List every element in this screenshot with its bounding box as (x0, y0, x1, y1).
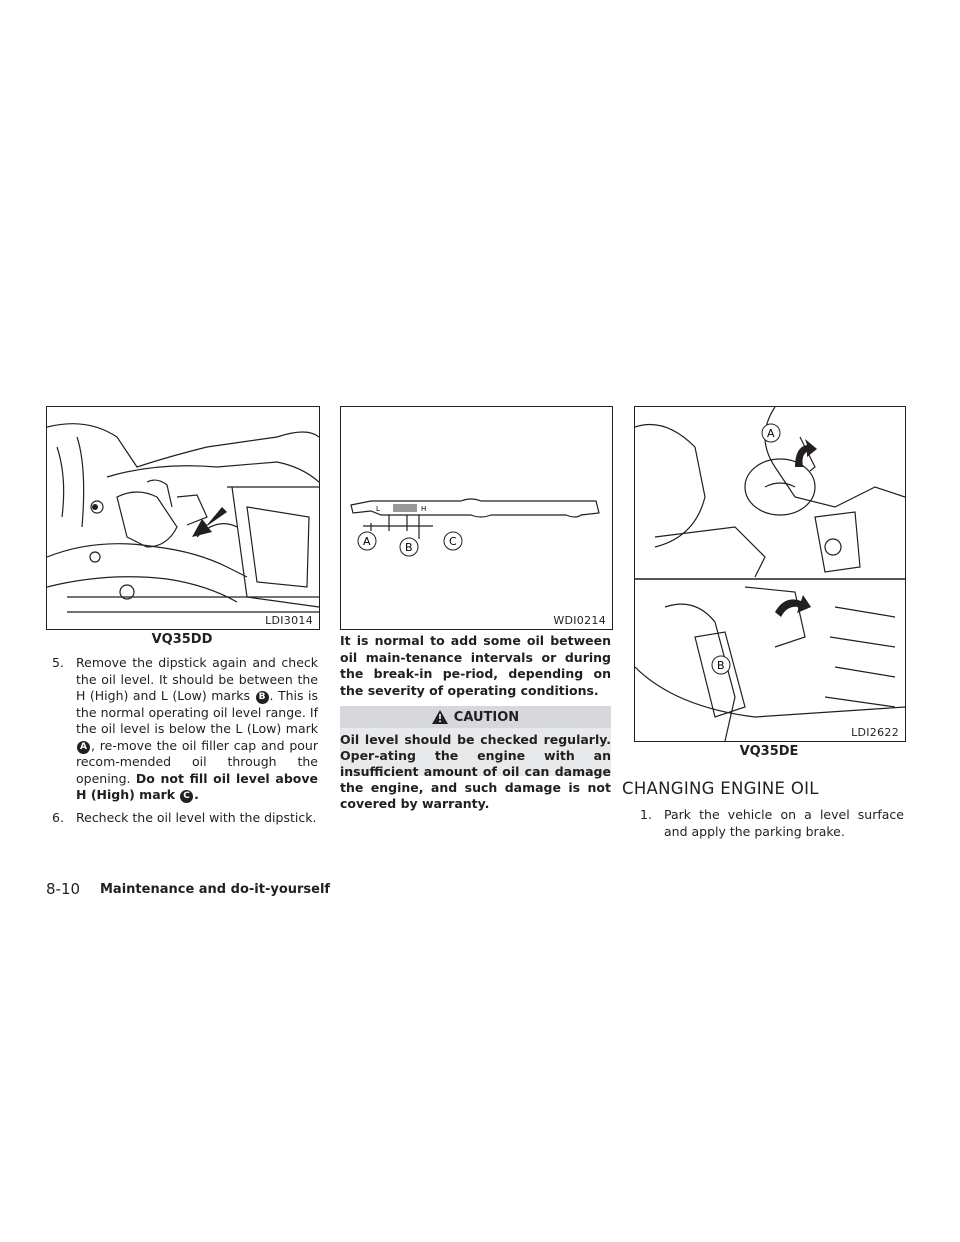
caution-title: CAUTION (453, 709, 520, 725)
chapter-title: Maintenance and do-it-yourself (100, 882, 331, 897)
step-number: 5. (52, 655, 64, 670)
figure-dipstick-marks (340, 406, 613, 630)
section-title: CHANGING ENGINE OIL (622, 779, 819, 798)
rotate-arrow-icon (795, 439, 817, 467)
engine-illustration (47, 407, 319, 629)
step-5: 5. Remove the dipstick again and check the oil level. It should be between the H (High) and L (Low) marks B . This is the normal operating oil level range. If the oil level is below the L (Low) mark A , re-move the oil filler cap and pour recom-mended oil through the opening. Do not fill oil level above H (High) mark C . (52, 655, 319, 802)
label-c-icon (444, 532, 462, 550)
figure-code: WDI0214 (553, 614, 606, 627)
svg-text:L: L (376, 505, 380, 513)
left-column (46, 655, 318, 832)
rotate-arrow-icon (775, 595, 811, 617)
figure-code: LDI3014 (265, 614, 313, 627)
step-1: 1. Park the vehicle on a level surface and apply the parking brake. (640, 807, 904, 839)
oil-note: It is normal to add some oil between oil main-tenance intervals or during the break-in pe-riod, depending on the severity of operating conditions. (340, 633, 611, 698)
svg-text:B: B (405, 541, 413, 554)
caution-text: Oil level should be checked regularly. Oper-ating the engine with an insufficient amount of oil can damage the engine, and such damage is not covered by warranty. (340, 732, 611, 811)
svg-text:A: A (363, 535, 371, 548)
figure-caption: VQ35DE (739, 744, 799, 759)
figure-code: LDI2622 (851, 726, 899, 739)
dipstick-illustration (341, 407, 612, 629)
mark-b-icon: B (256, 691, 269, 704)
label-a-icon (762, 424, 780, 442)
step-number: 1. (640, 807, 652, 822)
svg-text:B: B (717, 659, 725, 672)
step-number: 6. (52, 809, 64, 825)
mark-a-icon: A (77, 741, 90, 754)
warning-icon (432, 710, 448, 724)
caution-header (340, 706, 611, 728)
engine-illustration-vq35de (635, 407, 905, 741)
svg-text:C: C (449, 535, 457, 548)
figure-engine-vq35de (634, 406, 906, 742)
figure-caption: VQ35DD (151, 632, 213, 647)
figure-engine-dipstick-vq35dd (46, 406, 320, 630)
svg-text:H: H (421, 505, 427, 513)
label-b-icon (712, 656, 730, 674)
svg-text:A: A (767, 427, 775, 440)
step-6: 6. Recheck the oil level with the dipstick. (52, 809, 317, 825)
label-b-icon (400, 538, 418, 556)
right-column (634, 807, 904, 846)
arrow-icon (192, 507, 227, 537)
mark-c-icon: C (180, 790, 193, 803)
label-a-icon (358, 532, 376, 550)
page-number: 8-10 (46, 880, 81, 898)
